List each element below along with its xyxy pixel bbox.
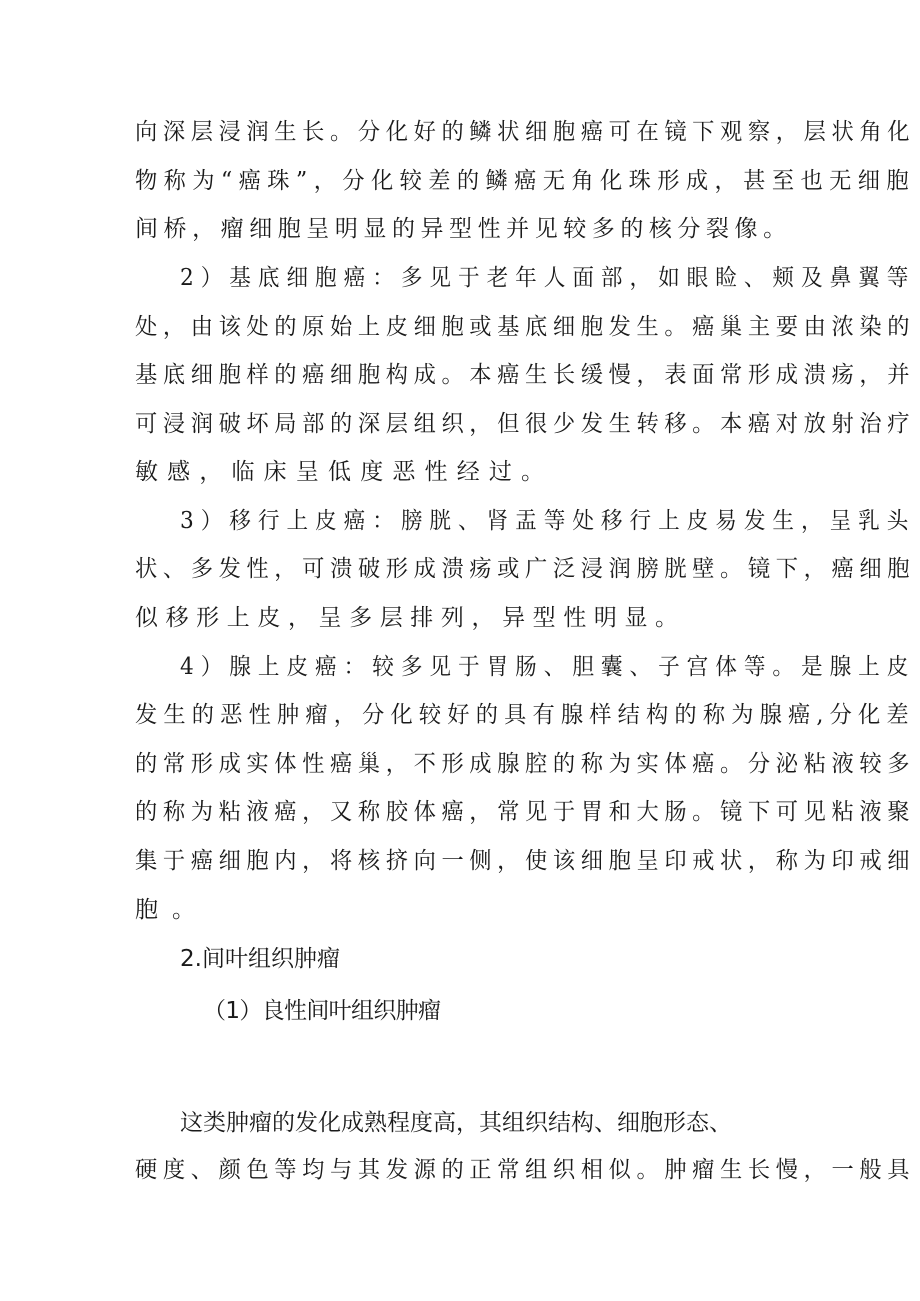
section-heading-text: 2.间叶组织肿瘤: [180, 946, 341, 972]
text-line: [0, 357, 920, 393]
text-line-content: 2）基底细胞癌：多见于老年人面部，如眼睑、颊及鼻翼等: [180, 265, 916, 291]
text-line-content: 硬度、颜色等均与其发源的正常组织相似。肿瘤生长慢，一般具: [135, 1157, 916, 1183]
text-line: [0, 114, 920, 150]
text-line: [0, 794, 920, 830]
text-line-content: 处，由该处的原始上皮细胞或基底细胞发生。癌巢主要由浓染的: [135, 314, 916, 340]
text-line: [0, 260, 920, 296]
text-line: [0, 746, 920, 782]
text-line: [0, 1105, 920, 1141]
text-line: [0, 1152, 920, 1188]
subsection-heading-text: （1）良性间叶组织肿瘤: [203, 998, 441, 1024]
text-line-content: 集于癌细胞内，将核挤向一侧，使该细胞呈印戒状，称为印戒细: [135, 848, 916, 874]
text-line-content: 3）移行上皮癌：膀胱、肾盂等处移行上皮易发生，呈乳头: [180, 508, 916, 534]
text-line-content: 的常形成实体性癌巢，不形成腺腔的称为实体癌。分泌粘液较多: [135, 751, 916, 777]
text-line-content: 状、多发性，可溃破形成溃疡或广泛浸润膀胱壁。镜下，癌细胞: [135, 556, 916, 582]
text-line-content: 似移形上皮，呈多层排列，异型性明显。: [135, 605, 686, 631]
text-line-content: 4）腺上皮癌：较多见于胃肠、胆囊、子宫体等。是腺上皮: [180, 654, 916, 680]
text-line-content: 基底细胞样的癌细胞构成。本癌生长缓慢，表面常形成溃疡，并: [135, 362, 916, 388]
text-line: [0, 309, 920, 345]
text-line-content: 发生的恶性肿瘤，分化较好的具有腺样结构的称为腺癌,分化差: [135, 702, 915, 728]
text-line: [0, 503, 920, 539]
text-line-content: 向深层浸润生长。分化好的鳞状细胞癌可在镜下观察，层状角化: [135, 119, 916, 145]
text-line: [0, 406, 920, 442]
text-line: [0, 697, 920, 733]
text-line: [0, 843, 920, 879]
text-line: [0, 163, 920, 199]
text-line: [0, 454, 920, 490]
text-line: [0, 649, 920, 685]
text-line-content: 的称为粘液癌，又称胶体癌，常见于胃和大肠。镜下可见粘液聚: [135, 799, 916, 825]
text-line: [0, 600, 920, 636]
text-line: [0, 551, 920, 587]
text-line-content: 胞。: [135, 897, 209, 923]
text-line-content: 可浸润破坏局部的深层组织，但很少发生转移。本癌对放射治疗: [135, 411, 916, 437]
section-heading: [0, 941, 920, 977]
text-line-content: 间桥，瘤细胞呈明显的异型性并见较多的核分裂像。: [135, 216, 792, 242]
text-line-content: 这类肿瘤的发化成熟程度高，其组织结构、细胞形态、: [180, 1110, 732, 1136]
text-line: [0, 211, 920, 247]
text-line: [0, 892, 920, 928]
text-line-content: 敏感，临床呈低度恶性经过。: [135, 459, 554, 485]
subsection-heading: [0, 993, 920, 1029]
text-line-content: 物称为“癌珠”，分化较差的鳞癌无角化珠形成，甚至也无细胞: [135, 168, 915, 194]
